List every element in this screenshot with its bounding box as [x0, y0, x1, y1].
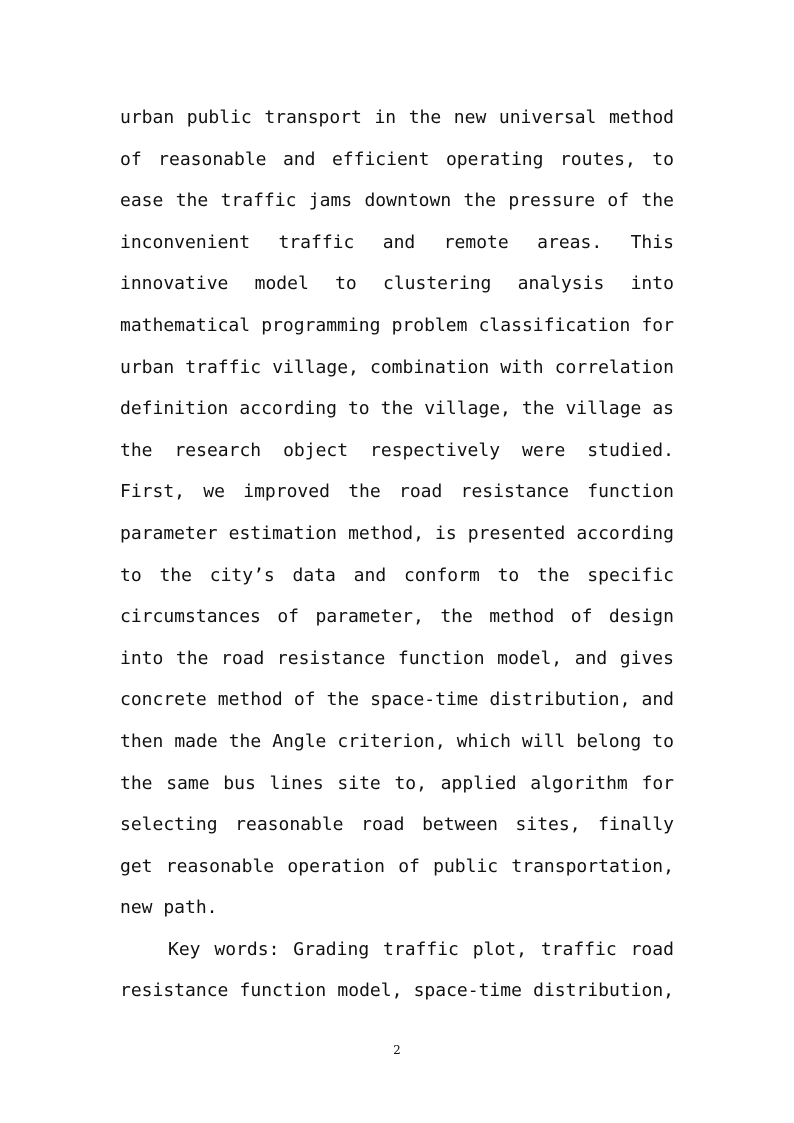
- text-line: [120, 846, 674, 888]
- word: then: [120, 730, 164, 752]
- text-line: [120, 721, 674, 763]
- word: of: [293, 689, 316, 711]
- word: urban: [120, 356, 175, 378]
- word: village,: [424, 398, 511, 420]
- word: pressure: [508, 190, 596, 212]
- word: function: [587, 481, 674, 503]
- word: city’s: [209, 564, 275, 586]
- word: same: [166, 772, 210, 794]
- text-line: [120, 305, 674, 347]
- word: reasonable: [235, 814, 344, 836]
- word: the: [120, 772, 153, 794]
- word: parameter,: [315, 606, 424, 628]
- word: were: [521, 439, 566, 461]
- word: programming: [261, 314, 381, 336]
- word: method,: [348, 522, 424, 544]
- word: and: [282, 148, 316, 170]
- word: Key: [168, 938, 201, 960]
- word: finally: [598, 814, 674, 836]
- word: applied: [440, 772, 517, 794]
- word: traffic: [278, 231, 355, 253]
- word: operation: [287, 855, 385, 877]
- word: sites,: [515, 814, 581, 836]
- word: resistance: [120, 980, 229, 1002]
- keywords-line: [120, 970, 674, 1012]
- word: to: [347, 398, 370, 420]
- word: bus: [223, 772, 256, 794]
- word: areas.: [537, 231, 603, 253]
- word: This: [630, 231, 674, 253]
- word: problem: [391, 314, 468, 336]
- word: combination: [369, 356, 490, 378]
- text-line: [120, 555, 674, 597]
- word: new: [453, 107, 487, 128]
- word: studied.: [587, 439, 674, 461]
- text-line: [120, 763, 674, 805]
- word: the: [228, 730, 262, 752]
- word: we: [203, 481, 225, 503]
- word: the: [159, 564, 192, 586]
- word: method: [608, 107, 674, 128]
- word: with: [500, 356, 544, 378]
- word: and: [574, 647, 608, 669]
- word: of: [277, 606, 300, 628]
- word: for: [641, 314, 674, 336]
- word: transport: [264, 107, 362, 128]
- word: of: [570, 606, 593, 628]
- word: according: [239, 398, 337, 420]
- word: presented: [467, 522, 566, 544]
- text-line: [120, 596, 674, 638]
- word: Angle: [272, 730, 327, 752]
- text-line: [120, 471, 674, 513]
- keywords-line: [120, 929, 674, 971]
- word: data: [292, 564, 336, 586]
- word: the: [521, 398, 555, 420]
- word: road: [361, 814, 405, 836]
- word: and: [382, 231, 416, 253]
- text-line: [120, 638, 674, 680]
- word: the: [641, 190, 674, 212]
- word: reasonable: [165, 855, 275, 877]
- word: get: [120, 855, 153, 877]
- word: road: [630, 938, 674, 960]
- text-line: [120, 679, 674, 721]
- word: village,: [272, 356, 359, 378]
- text-line: [120, 804, 674, 846]
- word: path.: [163, 897, 218, 919]
- word: correlation: [554, 356, 674, 378]
- word: the: [175, 190, 209, 212]
- word: the: [175, 647, 209, 669]
- word: model: [254, 273, 309, 295]
- word: method: [489, 606, 555, 628]
- word: improved: [243, 481, 330, 503]
- word: efficient: [331, 148, 430, 170]
- word: the: [408, 107, 442, 128]
- word: of: [607, 190, 630, 212]
- word: resistance: [460, 481, 569, 503]
- word: site: [337, 772, 381, 794]
- word: analysis: [517, 273, 605, 295]
- word: made: [174, 730, 218, 752]
- text-line: [120, 388, 674, 430]
- word: plot,: [472, 938, 527, 960]
- word: traffic: [540, 938, 617, 960]
- word: as: [652, 398, 674, 420]
- word: innovative: [120, 273, 229, 295]
- word: traffic: [383, 938, 459, 960]
- word: traffic: [220, 190, 297, 212]
- word: new: [120, 897, 153, 919]
- word: model,: [337, 980, 403, 1002]
- word: words:: [214, 938, 280, 960]
- word: reasonable: [158, 148, 267, 170]
- word: resistance: [276, 647, 386, 669]
- word: to: [335, 273, 357, 295]
- word: design: [608, 606, 674, 628]
- word: First,: [120, 481, 186, 503]
- word: lines: [269, 772, 324, 794]
- word: estimation: [228, 522, 337, 544]
- word: to: [120, 564, 142, 586]
- word: clustering: [383, 273, 492, 295]
- text-line: [120, 887, 674, 929]
- word: the: [348, 481, 381, 503]
- word: routes,: [559, 148, 636, 170]
- word: method: [217, 689, 283, 711]
- word: to: [652, 148, 674, 170]
- word: gives: [619, 647, 674, 669]
- word: the: [440, 606, 473, 628]
- word: space-time: [413, 980, 522, 1002]
- word: into: [120, 647, 164, 669]
- word: parameter: [120, 522, 218, 544]
- word: algorithm: [530, 772, 628, 794]
- word: function: [397, 647, 485, 669]
- word: to: [652, 730, 674, 752]
- text-line: [120, 513, 674, 555]
- word: transportation,: [511, 855, 674, 877]
- word: circumstances: [120, 606, 261, 628]
- word: distribution,: [489, 689, 631, 711]
- word: concrete: [120, 689, 207, 711]
- word: downtown: [364, 190, 452, 212]
- word: mathematical: [120, 314, 251, 336]
- word: village: [565, 398, 642, 420]
- word: which: [456, 730, 511, 752]
- word: space-time: [370, 689, 479, 711]
- word: definition: [120, 398, 229, 420]
- word: between: [422, 814, 498, 836]
- word: of: [398, 855, 420, 877]
- word: the: [326, 689, 360, 711]
- word: road: [221, 647, 265, 669]
- word: for: [641, 772, 674, 794]
- word: object: [283, 439, 349, 461]
- word: the: [120, 439, 153, 461]
- word: the: [463, 190, 497, 212]
- text-line: [120, 97, 674, 139]
- word: remote: [443, 231, 509, 253]
- word: specific: [587, 564, 674, 586]
- word: and: [641, 689, 674, 711]
- word: model,: [497, 647, 563, 669]
- word: operating: [445, 148, 544, 170]
- text-line: [120, 263, 674, 305]
- page-number: 2: [393, 1043, 401, 1057]
- word: into: [630, 273, 674, 295]
- abstract-text: [120, 97, 674, 1012]
- word: criterion,: [337, 730, 446, 752]
- word: research: [174, 439, 262, 461]
- word: classification: [478, 314, 631, 336]
- word: of: [120, 148, 142, 170]
- word: conform: [403, 564, 480, 586]
- word: Grading: [293, 938, 370, 960]
- word: respectively: [370, 439, 501, 461]
- word: inconvenient: [120, 231, 251, 253]
- text-line: [120, 139, 674, 181]
- word: traffic: [185, 356, 262, 378]
- word: the: [537, 564, 570, 586]
- text-line: [120, 180, 674, 222]
- word: according: [576, 522, 674, 544]
- word: universal: [498, 107, 597, 128]
- word: is: [435, 522, 457, 544]
- word: public: [433, 855, 499, 877]
- word: the: [380, 398, 414, 420]
- word: and: [353, 564, 387, 586]
- word: ease: [120, 190, 164, 212]
- text-line: [120, 222, 674, 264]
- text-line: [120, 430, 674, 472]
- word: public: [186, 107, 252, 128]
- word: selecting: [120, 814, 218, 836]
- word: will: [521, 730, 566, 752]
- word: belong: [576, 730, 642, 752]
- word: to: [497, 564, 520, 586]
- word: in: [374, 107, 397, 128]
- text-line: [120, 347, 674, 389]
- word: to,: [394, 772, 427, 794]
- word: distribution,: [533, 980, 674, 1002]
- word: road: [399, 481, 443, 503]
- word: function: [239, 980, 327, 1002]
- word: urban: [120, 107, 175, 128]
- word: jams: [308, 190, 353, 212]
